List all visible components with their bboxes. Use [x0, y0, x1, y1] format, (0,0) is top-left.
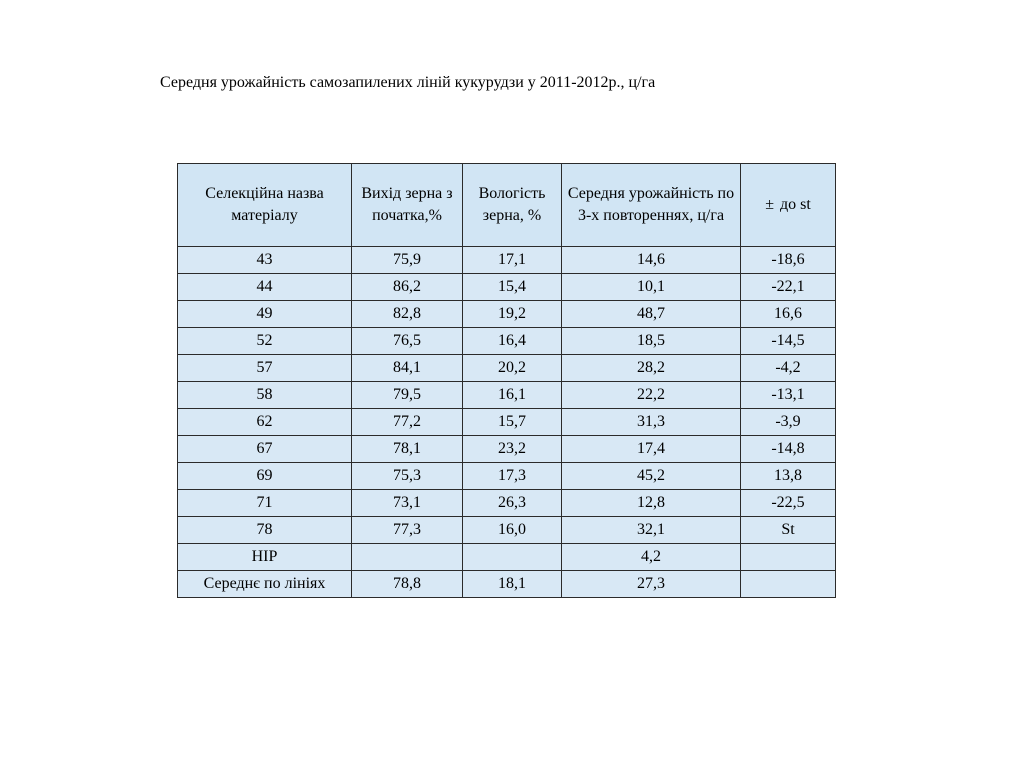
- cell-diff: -22,1: [741, 274, 836, 301]
- cell-grain-yield: 86,2: [352, 274, 463, 301]
- cell-grain-yield: 79,5: [352, 382, 463, 409]
- cell-mean-yield: 28,2: [562, 355, 741, 382]
- cell-moisture: 18,1: [463, 571, 562, 598]
- cell-name: НІР: [178, 544, 352, 571]
- cell-moisture: 16,4: [463, 328, 562, 355]
- cell-grain-yield: 75,3: [352, 463, 463, 490]
- header-row: [178, 164, 836, 247]
- cell-moisture: 19,2: [463, 301, 562, 328]
- table-row: [178, 328, 836, 355]
- table-row: [178, 517, 836, 544]
- header-grain-yield: Вихід зерна з початка,%: [352, 164, 463, 247]
- cell-grain-yield: [352, 544, 463, 571]
- cell-grain-yield: 76,5: [352, 328, 463, 355]
- cell-mean-yield: 48,7: [562, 301, 741, 328]
- cell-moisture: 17,1: [463, 247, 562, 274]
- cell-mean-yield: 22,2: [562, 382, 741, 409]
- header-name: Селекційна назва матеріалу: [178, 164, 352, 247]
- cell-mean-yield: 17,4: [562, 436, 741, 463]
- header-diff: [741, 164, 836, 247]
- cell-name: 58: [178, 382, 352, 409]
- cell-grain-yield: 84,1: [352, 355, 463, 382]
- cell-moisture: 20,2: [463, 355, 562, 382]
- table-row: [178, 382, 836, 409]
- cell-grain-yield: 82,8: [352, 301, 463, 328]
- table-row: [178, 463, 836, 490]
- table-body: [178, 247, 836, 598]
- cell-diff: St: [741, 517, 836, 544]
- table-header: [178, 164, 836, 247]
- cell-mean-yield: 12,8: [562, 490, 741, 517]
- cell-diff: [741, 571, 836, 598]
- table-row: [178, 409, 836, 436]
- cell-moisture: 23,2: [463, 436, 562, 463]
- cell-name: 52: [178, 328, 352, 355]
- cell-mean-yield: 4,2: [562, 544, 741, 571]
- cell-moisture: 26,3: [463, 490, 562, 517]
- cell-diff: 16,6: [741, 301, 836, 328]
- cell-name: 62: [178, 409, 352, 436]
- cell-grain-yield: 77,2: [352, 409, 463, 436]
- cell-diff: -3,9: [741, 409, 836, 436]
- cell-moisture: 16,1: [463, 382, 562, 409]
- cell-name: 71: [178, 490, 352, 517]
- cell-moisture: 16,0: [463, 517, 562, 544]
- cell-grain-yield: 75,9: [352, 247, 463, 274]
- plus-minus-sign: ±: [765, 196, 774, 213]
- table-row: [178, 544, 836, 571]
- cell-mean-yield: 31,3: [562, 409, 741, 436]
- cell-grain-yield: 78,1: [352, 436, 463, 463]
- cell-name: 57: [178, 355, 352, 382]
- page-title: Середня урожайність самозапилених ліній кукурудзи у 2011-2012р., ц/га: [160, 74, 656, 91]
- cell-diff: [741, 544, 836, 571]
- table-row: [178, 355, 836, 382]
- header-diff-label: до st: [779, 196, 811, 213]
- cell-diff: -18,6: [741, 247, 836, 274]
- cell-diff: 13,8: [741, 463, 836, 490]
- cell-diff: -14,5: [741, 328, 836, 355]
- table-row: [178, 247, 836, 274]
- cell-name: 67: [178, 436, 352, 463]
- cell-mean-yield: 14,6: [562, 247, 741, 274]
- cell-moisture: 17,3: [463, 463, 562, 490]
- cell-grain-yield: 73,1: [352, 490, 463, 517]
- cell-grain-yield: 77,3: [352, 517, 463, 544]
- cell-moisture: 15,7: [463, 409, 562, 436]
- cell-grain-yield: 78,8: [352, 571, 463, 598]
- cell-mean-yield: 27,3: [562, 571, 741, 598]
- cell-name: Середнє по лініях: [178, 571, 352, 598]
- cell-name: 49: [178, 301, 352, 328]
- table-row: [178, 301, 836, 328]
- table-row: [178, 490, 836, 517]
- yield-table: [177, 163, 836, 598]
- cell-mean-yield: 18,5: [562, 328, 741, 355]
- header-moisture: Вологість зерна, %: [463, 164, 562, 247]
- cell-diff: -22,5: [741, 490, 836, 517]
- cell-diff: -14,8: [741, 436, 836, 463]
- table-row: [178, 436, 836, 463]
- cell-mean-yield: 32,1: [562, 517, 741, 544]
- cell-diff: -4,2: [741, 355, 836, 382]
- cell-name: 78: [178, 517, 352, 544]
- cell-diff: -13,1: [741, 382, 836, 409]
- header-mean-yield: Середня урожайність по 3-х повтореннях, ц/га: [562, 164, 741, 247]
- cell-name: 43: [178, 247, 352, 274]
- cell-mean-yield: 45,2: [562, 463, 741, 490]
- table-row: [178, 274, 836, 301]
- cell-name: 44: [178, 274, 352, 301]
- cell-moisture: [463, 544, 562, 571]
- cell-moisture: 15,4: [463, 274, 562, 301]
- table-row: [178, 571, 836, 598]
- cell-name: 69: [178, 463, 352, 490]
- cell-mean-yield: 10,1: [562, 274, 741, 301]
